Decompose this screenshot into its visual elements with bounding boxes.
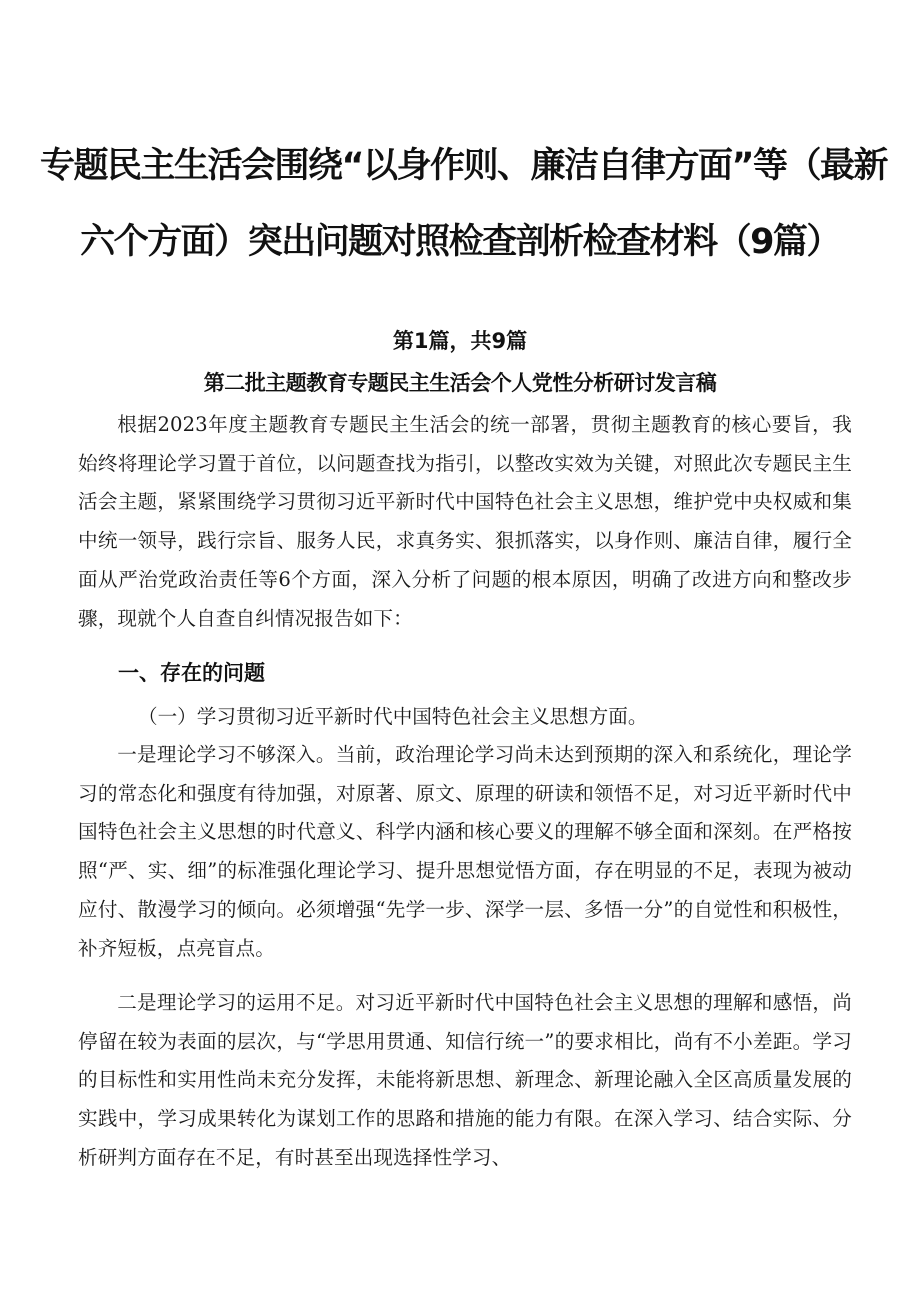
section-heading-problems: 一、存在的问题 (118, 661, 265, 685)
paragraph-theory-application: 二是理论学习的运用不足。对习近平新时代中国特色社会主义思想的理解和感悟，尚停留在较为表面的层次，与“学思用贯通、知信行统一”的要求相比，尚有不小差距。学习的目标性和实用性尚未充分发挥，未能将新思想、新理念、新理论融入全区高质量发展的实践中，学习成果转化为谋划工作的思路和措施的能力有限。在深入学习、结合实际、分析研判方面存在不足，有时甚至出现选择性学习、 (78, 991, 852, 1169)
document-title-line-2: 六个方面）突出问题对照检查剖析检查材料（9篇） (80, 222, 840, 262)
intro-paragraph: 根据2023年度主题教育专题民主生活会的统一部署，贯彻主题教育的核心要旨，我始终将理论学习置于首位，以问题查找为指引，以整改实效为关键，对照此次专题民主生活会主题，紧紧围绕学习贯彻习近平新时代中国特色社会主义思想，维护党中央权威和集中统一领导，践行宗旨、服务人民，求真务实、狠抓落实，以身作则、廉洁自律，履行全面从严治党政治责任等6个方面，深入分析了问题的根本原因，明确了改进方向和整改步骤，现就个人自查自纠情况报告如下： (78, 413, 852, 630)
article-number: 第1篇，共9篇 (392, 329, 528, 353)
paragraph-theory-study: 一是理论学习不够深入。当前，政治理论学习尚未达到预期的深入和系统化，理论学习的常态化和强度有待加强，对原著、原文、原理的研读和领悟不足，对习近平新时代中国特色社会主义思想的时代意义、科学内涵和核心要义的理解不够全面和深刻。在严格按照“严、实、细”的标准强化理论学习、提升思想觉悟方面，存在明显的不足，表现为被动应付、散漫学习的倾向。必须增强“先学一步、深学一层、多悟一分”的自觉性和积极性，补齐短板，点亮盲点。 (78, 743, 852, 960)
document-title (40, 128, 888, 280)
document-title-line-1: 专题民主生活会围绕“以身作则、廉洁自律方面”等（最新 (40, 146, 888, 186)
article-title: 第二批主题教育专题民主生活会个人党性分析研讨发言稿 (203, 371, 717, 395)
subsection-heading-study: （一）学习贯彻习近平新时代中国特色社会主义思想方面。 (138, 705, 648, 728)
